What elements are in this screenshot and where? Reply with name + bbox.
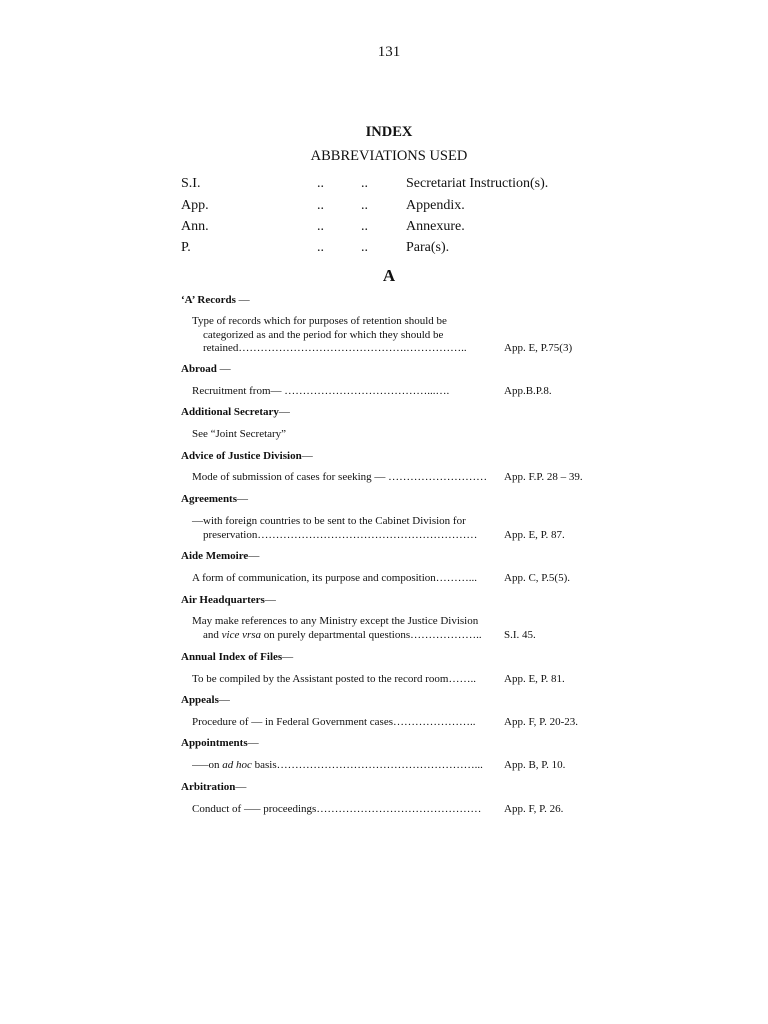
entry-line: May make references to any Ministry except the Justice Division — [192, 615, 479, 627]
entry-emphasis: ad hoc — [222, 759, 252, 771]
entry-reference: App. C, P.5(5). — [504, 572, 571, 584]
abbreviation-dots: .. — [317, 240, 324, 255]
entry-fragment: –—on — [192, 759, 223, 771]
entry-reference: S.I. 45. — [504, 629, 536, 641]
entry-heading-text: Arbitration — [181, 781, 236, 793]
abbreviation-term: S.I. — [181, 176, 201, 191]
entry-reference: App. E, P. 87. — [504, 529, 565, 541]
entry-reference: App.B.P.8. — [504, 385, 552, 397]
entry-reference: App. B, P. 10. — [504, 759, 566, 771]
entry-heading-text: Appointments — [181, 737, 248, 749]
entry-heading-text: Advice of Justice Division — [181, 450, 302, 462]
entry-line: Conduct of –— proceedings……………………………………… — [192, 803, 482, 815]
entry-text — [192, 385, 490, 399]
entry-reference: App. E, P. 81. — [504, 673, 565, 685]
entry-heading — [181, 450, 313, 462]
entry-heading-dash: — — [218, 694, 230, 706]
entry-text — [192, 759, 490, 773]
entry-line: Type of records which for purposes of retention should be — [192, 315, 447, 327]
entry-heading — [181, 363, 231, 375]
entry-line: See “Joint Secretary” — [192, 428, 287, 440]
abbreviation-term: Ann. — [181, 219, 209, 234]
abbreviation-dots: .. — [361, 198, 368, 213]
entry-heading — [181, 694, 230, 706]
entry-heading — [181, 781, 246, 793]
entry-line: Mode of submission of cases for seeking — ……………………… — [192, 471, 488, 483]
entry-heading-dash: — — [235, 781, 247, 793]
entry-emphasis: vice vrsa — [221, 628, 262, 641]
entry-heading-dash: — — [235, 294, 250, 306]
entry-heading-text: Additional Secretary — [181, 406, 279, 418]
entry-text — [192, 716, 490, 730]
index-title: INDEX — [365, 124, 413, 140]
entry-text — [192, 572, 490, 586]
entry-heading-text: Aide Memoire — [181, 550, 249, 562]
abbreviation-dots: .. — [361, 240, 368, 255]
entry-reference: App. F, P. 26. — [504, 803, 564, 815]
entry-text — [192, 471, 490, 485]
entry-heading — [181, 294, 250, 306]
entry-fragment: on purely departmental questions……………….. — [261, 628, 482, 641]
page-number: 131 — [377, 44, 401, 60]
abbreviation-row — [181, 176, 601, 196]
entry-text — [192, 315, 490, 356]
entry-heading — [181, 406, 290, 418]
entry-line: —with foreign countries to be sent to the Cabinet Division for — [192, 515, 466, 527]
entry-text — [192, 615, 490, 642]
entry-fragment: basis………………………………………………... — [251, 759, 483, 771]
entry-heading-dash: — — [278, 406, 290, 418]
abbreviation-dots: .. — [361, 176, 368, 191]
abbreviation-dots: .. — [317, 176, 324, 191]
entry-text — [192, 428, 490, 442]
entry-heading — [181, 550, 259, 562]
abbreviation-row — [181, 240, 601, 260]
entry-line — [192, 759, 490, 773]
abbreviations-title: ABBREVIATIONS USED — [310, 148, 468, 164]
abbreviation-row — [181, 219, 601, 239]
entry-heading-text: Air Headquarters — [181, 594, 265, 606]
entry-heading — [181, 737, 259, 749]
abbreviation-meaning: Para(s). — [406, 240, 450, 255]
entry-heading — [181, 594, 276, 606]
section-letter: A — [382, 266, 396, 285]
entry-text — [192, 803, 490, 817]
entry-heading-dash: — — [264, 594, 276, 606]
entry-line: retained……………………………………….…………….. — [203, 342, 467, 354]
entry-text — [192, 673, 490, 687]
abbreviation-term: P. — [181, 240, 191, 255]
entry-line: categorized as and the period for which they should be — [203, 328, 444, 341]
entry-heading — [181, 493, 248, 505]
abbreviation-term: App. — [181, 198, 209, 213]
entry-heading-text: ‘A’ Records — [181, 294, 236, 306]
entry-line: preservation…………………………………………………… — [203, 528, 478, 541]
entry-heading-text: Abroad — [181, 363, 217, 375]
entry-fragment: and — [203, 628, 222, 641]
entry-reference: App. F.P. 28 – 39. — [504, 471, 583, 483]
entry-line: Procedure of — in Federal Government cases………………….. — [192, 716, 476, 728]
entry-text — [192, 515, 490, 542]
abbreviation-meaning: Appendix. — [406, 198, 465, 213]
entry-heading — [181, 651, 293, 663]
abbreviation-meaning: Secretariat Instruction(s). — [406, 176, 549, 191]
entry-line: A form of communication, its purpose and composition………... — [192, 572, 478, 584]
entry-heading-text: Appeals — [181, 694, 219, 706]
abbreviation-row — [181, 198, 601, 218]
entry-heading-dash: — — [216, 363, 231, 375]
abbreviation-dots: .. — [317, 219, 324, 234]
abbreviation-dots: .. — [361, 219, 368, 234]
entry-reference: App. F, P. 20-23. — [504, 716, 578, 728]
entry-heading-dash: — — [237, 493, 248, 505]
entry-reference: App. E, P.75(3) — [504, 342, 573, 354]
entry-heading-dash: — — [301, 450, 313, 462]
entry-heading-dash: — — [247, 737, 259, 749]
abbreviation-meaning: Annexure. — [406, 219, 465, 234]
entry-heading-text: Annual Index of Files — [181, 651, 283, 663]
entry-line: To be compiled by the Assistant posted to the record room…….. — [192, 673, 476, 685]
entry-heading-dash: — — [248, 550, 260, 562]
entry-line: Recruitment from— …………………………………...…. — [192, 385, 450, 397]
entry-heading-text: Agreements — [181, 493, 237, 505]
entry-line — [192, 629, 490, 643]
abbreviation-dots: .. — [317, 198, 324, 213]
entry-heading-dash: — — [282, 651, 294, 663]
